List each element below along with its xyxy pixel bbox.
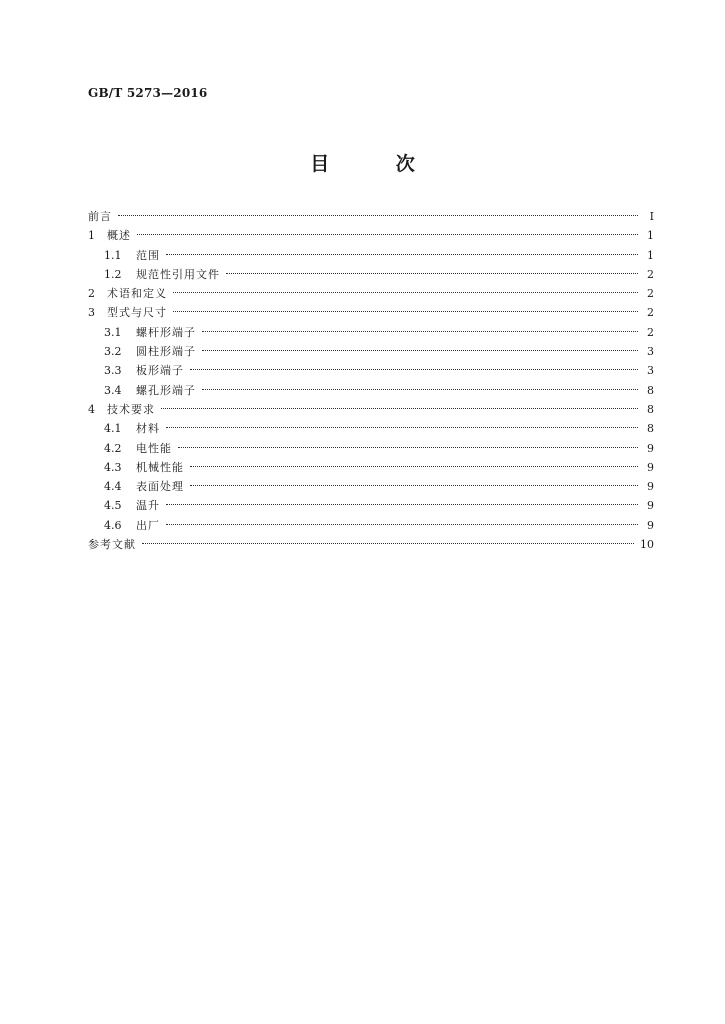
toc-entry[interactable] <box>88 226 654 245</box>
toc-entry[interactable] <box>88 381 654 400</box>
toc-dot-leader <box>137 234 638 235</box>
toc-dot-leader <box>202 389 638 390</box>
toc-entry-label: 材料 <box>136 422 160 436</box>
toc-entry-number: 1.1 <box>104 248 122 262</box>
toc-entry-page: 9 <box>647 441 654 455</box>
toc-entry-label: 机械性能 <box>136 460 184 474</box>
table-of-contents <box>88 207 654 554</box>
toc-entry[interactable] <box>88 207 654 226</box>
toc-entry-number: 4.1 <box>104 422 122 436</box>
toc-dot-leader <box>118 215 638 216</box>
toc-entry-page: 9 <box>647 460 654 474</box>
toc-entry-page: 9 <box>647 480 654 494</box>
toc-entry[interactable] <box>88 516 654 535</box>
toc-entry-number: 4.4 <box>104 480 122 494</box>
toc-entry-page: 1 <box>647 248 654 262</box>
toc-entry-label: 概述 <box>107 229 131 243</box>
toc-entry-label: 电性能 <box>136 441 172 455</box>
toc-entry-label: 术语和定义 <box>107 287 167 301</box>
toc-entry-label: 板形端子 <box>136 364 184 378</box>
toc-dot-leader <box>190 485 638 486</box>
toc-dot-leader <box>173 292 638 293</box>
toc-entry[interactable] <box>88 535 654 554</box>
toc-entry-page: 8 <box>647 402 654 416</box>
toc-entry[interactable] <box>88 458 654 477</box>
toc-dot-leader <box>190 369 638 370</box>
toc-entry-label: 前言 <box>88 210 112 223</box>
toc-entry-number: 3.4 <box>104 383 122 397</box>
toc-entry-label: 出厂 <box>136 518 160 532</box>
toc-entry-label: 规范性引用文件 <box>136 267 220 281</box>
toc-entry-number: 3 <box>88 306 95 320</box>
toc-entry-label: 范围 <box>136 248 160 262</box>
toc-entry-number: 2 <box>88 287 95 301</box>
toc-entry-number: 4.2 <box>104 441 122 455</box>
toc-entry[interactable] <box>88 419 654 438</box>
toc-entry-number: 1 <box>88 229 95 243</box>
toc-dot-leader <box>202 350 638 351</box>
toc-entry-page: 2 <box>647 267 654 281</box>
toc-entry-label: 螺孔形端子 <box>136 383 196 397</box>
toc-entry[interactable] <box>88 284 654 303</box>
toc-entry-number: 3.3 <box>104 364 122 378</box>
toc-entry[interactable] <box>88 265 654 284</box>
toc-dot-leader <box>202 331 638 332</box>
toc-entry-label: 技术要求 <box>107 402 155 416</box>
toc-entry[interactable] <box>88 246 654 265</box>
toc-entry[interactable] <box>88 342 654 361</box>
toc-dot-leader <box>166 524 638 525</box>
toc-entry[interactable] <box>88 323 654 342</box>
toc-entry-page: 3 <box>647 345 654 359</box>
toc-entry-label: 型式与尺寸 <box>107 306 167 320</box>
standard-number: GB/T 5273—2016 <box>88 86 208 100</box>
toc-dot-leader <box>166 254 638 255</box>
toc-entry-page: 1 <box>647 229 654 243</box>
toc-entry-label: 参考文献 <box>88 538 136 552</box>
toc-entry-label: 表面处理 <box>136 480 184 494</box>
toc-entry-number: 3.2 <box>104 345 122 359</box>
toc-entry[interactable] <box>88 477 654 496</box>
toc-entry-label: 圆柱形端子 <box>136 345 196 359</box>
toc-entry[interactable] <box>88 400 654 419</box>
toc-entry-page: 9 <box>647 499 654 513</box>
toc-dot-leader <box>166 504 638 505</box>
toc-entry-page: 8 <box>647 383 654 397</box>
toc-entry-page: Ⅰ <box>649 210 654 223</box>
toc-entry[interactable] <box>88 496 654 515</box>
toc-entry-page: 2 <box>647 306 654 320</box>
toc-entry-number: 4.5 <box>104 499 122 513</box>
toc-dot-leader <box>142 543 634 544</box>
toc-dot-leader <box>166 427 638 428</box>
toc-entry-number: 4.6 <box>104 518 122 532</box>
toc-entry-number: 4 <box>88 402 95 416</box>
toc-entry-page: 3 <box>647 364 654 378</box>
toc-entry-label: 螺杆形端子 <box>136 325 196 339</box>
toc-entry-page: 2 <box>647 325 654 339</box>
toc-entry-page: 9 <box>647 518 654 532</box>
toc-dot-leader <box>190 466 638 467</box>
toc-dot-leader <box>173 311 638 312</box>
toc-dot-leader <box>226 273 638 274</box>
toc-entry-number: 1.2 <box>104 267 122 281</box>
toc-entry-page: 2 <box>647 287 654 301</box>
toc-entry[interactable] <box>88 439 654 458</box>
toc-entry-page: 8 <box>647 422 654 436</box>
toc-entry[interactable] <box>88 361 654 380</box>
toc-entry-label: 温升 <box>136 499 160 513</box>
toc-entry-page: 10 <box>640 538 654 552</box>
toc-title: 目 次 <box>310 153 445 175</box>
toc-dot-leader <box>161 408 638 409</box>
toc-entry[interactable] <box>88 303 654 322</box>
toc-dot-leader <box>178 447 638 448</box>
toc-entry-number: 3.1 <box>104 325 122 339</box>
toc-entry-number: 4.3 <box>104 460 122 474</box>
